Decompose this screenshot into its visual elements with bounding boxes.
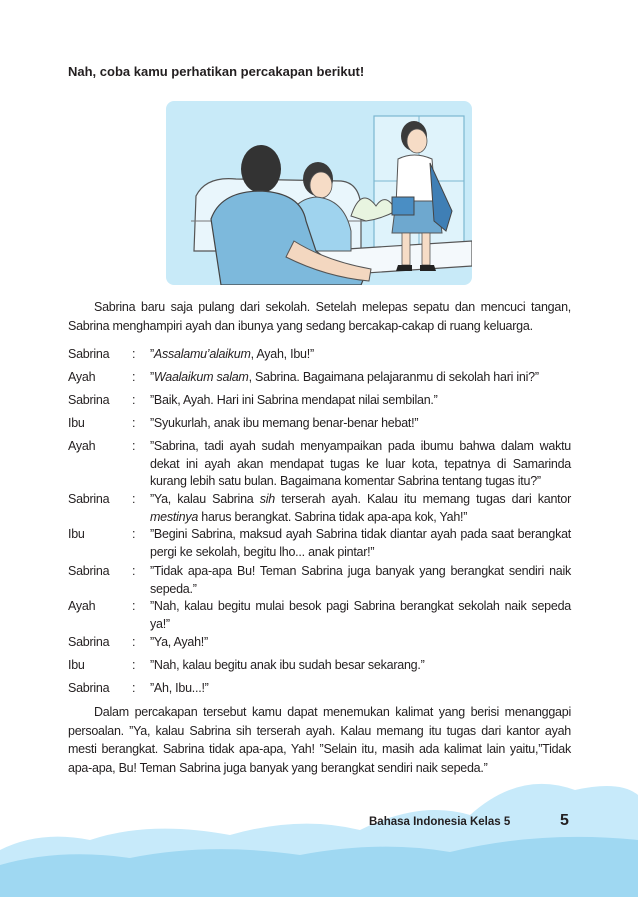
dialogue-text xyxy=(150,563,571,598)
speaker-name: Sabrina xyxy=(68,347,110,361)
colon-separator: : xyxy=(132,599,136,613)
page-number: 5 xyxy=(560,812,569,829)
dialogue-text xyxy=(150,634,571,652)
dialogue-segment: harus berangkat. Sabrina tidak apa-apa kok, Yah!” xyxy=(198,509,468,524)
colon-separator: : xyxy=(132,635,136,649)
intro-heading: Nah, coba kamu perhatikan percakapan berikut! xyxy=(68,64,365,79)
colon-separator: : xyxy=(132,527,136,541)
dialogue-text xyxy=(150,680,571,698)
dialogue-segment: ”Nah, kalau begitu mulai besok pagi Sabrina berangkat sekolah naik sepeda ya!” xyxy=(150,599,571,631)
speaker-name: Sabrina xyxy=(68,492,110,506)
dialogue-text xyxy=(150,491,571,526)
colon-separator: : xyxy=(132,658,136,672)
dialogue-segment: ”Sabrina, tadi ayah sudah menyampaikan pada ibumu bahwa dalam waktu dekat ini ayah akan mendapat tugas ke luar kota, tepatnya di Samarinda kurang lebih satu bulan. Bagaimana komentar Sabrina tentang tugas itu?” xyxy=(150,439,571,488)
colon-separator: : xyxy=(132,439,136,453)
colon-separator: : xyxy=(132,681,136,695)
dialogue-segment: ” xyxy=(150,347,154,361)
italic-term: mestinya xyxy=(150,509,199,524)
speaker-name: Ibu xyxy=(68,527,85,541)
colon-separator: : xyxy=(132,492,136,506)
dialogue-segment: ”Begini Sabrina, maksud ayah Sabrina tidak diantar ayah pada saat berangkat pergi ke sekolah, begitu lho... anak pintar!” xyxy=(150,527,571,559)
speaker-name: Sabrina xyxy=(68,393,110,407)
italic-term: Assalamu’alaikum xyxy=(153,347,251,361)
speaker-name: Sabrina xyxy=(68,635,110,649)
dialogue-text xyxy=(150,369,571,387)
dialogue-text xyxy=(150,346,571,364)
dialogue-segment: ” xyxy=(150,370,154,384)
conclusion-text: Dalam percakapan tersebut kamu dapat menemukan kalimat yang berisi menanggapi persoalan. ”Ya, kalau Sabrina sih terserah ayah. Kalau memang itu tugas dari kantor ayah mesti berangkat. Sabrina tidak apa-apa, Yah! ”Selain itu, masih ada kalimat lain yaitu,”Tidak apa-apa, Bu! Teman Sabrina juga banyak yang berangkat sendiri naik sepeda.” xyxy=(68,705,571,775)
dialogue-text xyxy=(150,392,571,410)
italic-term: Waalaikum salam xyxy=(153,370,249,384)
speaker-name: Ayah xyxy=(68,439,96,453)
speaker-name: Sabrina xyxy=(68,564,110,578)
dialogue-segment: ”Ya, Ayah!” xyxy=(150,635,208,649)
colon-separator: : xyxy=(132,393,136,407)
dialogue-text xyxy=(150,415,571,433)
colon-separator: : xyxy=(132,564,136,578)
dialogue-segment: ”Baik, Ayah. Hari ini Sabrina mendapat nilai sembilan.” xyxy=(150,393,438,407)
speaker-name: Ibu xyxy=(68,658,85,672)
dialogue-text xyxy=(150,657,571,675)
speaker-name: Ibu xyxy=(68,416,85,430)
colon-separator: : xyxy=(132,416,136,430)
colon-separator: : xyxy=(132,370,136,384)
dialogue-text xyxy=(150,438,571,491)
dialogue-text xyxy=(150,526,571,561)
speaker-name: Ayah xyxy=(68,599,96,613)
dialogue-segment: , Sabrina. Bagaimana pelajaranmu di sekolah hari ini?” xyxy=(248,370,539,384)
speaker-name: Sabrina xyxy=(68,681,110,695)
dialogue-segment: , Ayah, Ibu!” xyxy=(250,347,314,361)
dialogue-text xyxy=(150,598,571,633)
colon-separator: : xyxy=(132,347,136,361)
family-conversation-illustration xyxy=(166,101,472,285)
narration-paragraph xyxy=(68,298,571,335)
italic-term: sih xyxy=(259,492,275,506)
dialogue-segment: ”Ya, kalau Sabrina xyxy=(150,492,260,506)
book-title: Bahasa Indonesia Kelas 5 xyxy=(369,816,511,828)
footer-cloud-decoration xyxy=(0,760,638,897)
dialogue-segment: terserah ayah. Kalau itu memang tugas dari kantor xyxy=(275,492,572,506)
dialogue-segment: ”Tidak apa-apa Bu! Teman Sabrina juga banyak yang berangkat sendiri naik sepeda.” xyxy=(150,564,571,596)
dialogue-segment: ”Nah, kalau begitu anak ibu sudah besar sekarang.” xyxy=(150,658,425,672)
speaker-name: Ayah xyxy=(68,370,96,384)
dialogue-segment: ”Syukurlah, anak ibu memang benar-benar hebat!” xyxy=(150,416,419,430)
dialogue-segment: ”Ah, Ibu...!” xyxy=(150,681,209,695)
narration-text: Sabrina baru saja pulang dari sekolah. Setelah melepas sepatu dan mencuci tangan, Sabrina menghampiri ayah dan ibunya yang sedang bercakap-cakap di ruang keluarga. xyxy=(68,300,571,333)
